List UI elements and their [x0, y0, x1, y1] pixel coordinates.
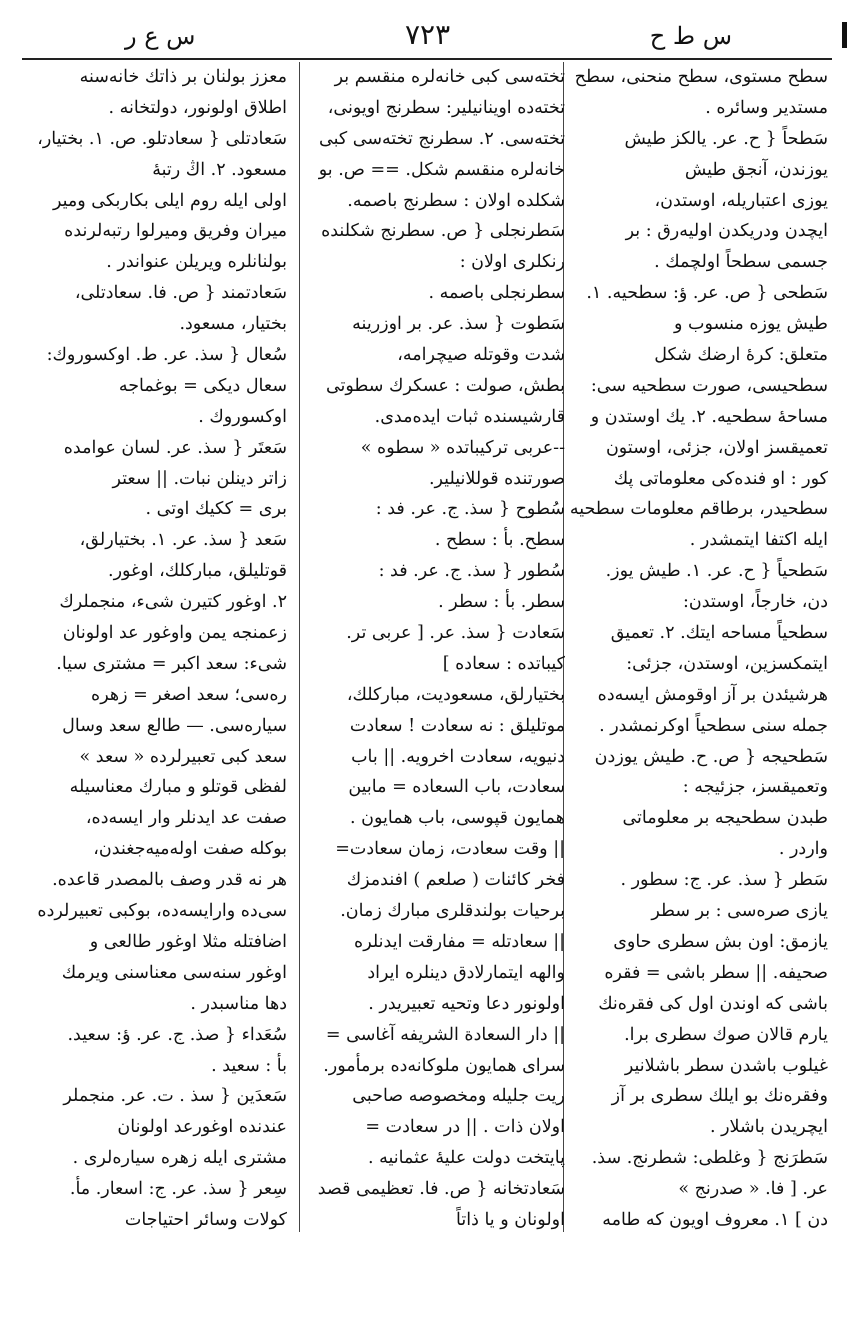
text-column-middle [303, 62, 565, 1242]
text-column-left [25, 62, 287, 1242]
dictionary-line: سُطور { سذ. ج. عر. فد : [378, 561, 565, 582]
dictionary-line: تخته‌سی کبی خانه‌لره منقسم بر [334, 67, 565, 87]
dictionary-line: سَطرَنج { وغلطی: شطرنج. سذ. [591, 1148, 828, 1169]
dictionary-line: مسعود. ٢. اڭ رتبهٔ [152, 159, 287, 180]
dictionary-line: برحیات بولندقلری مبارك زمان. [340, 901, 565, 922]
dictionary-line: اوکسوروك . [198, 406, 287, 427]
dictionary-line: اضافتله مثلا اوغور طالعی و [89, 931, 287, 952]
dictionary-line: معزز بولنان بر ذاتك خانه‌سنه [79, 67, 287, 87]
dictionary-line: سطر. بأ : سطر . [438, 592, 565, 613]
dictionary-line: اولونان و یا ذاتاً [456, 1209, 565, 1230]
dictionary-line: طبدن سطحیجه بر معلوماتی [622, 808, 828, 829]
dictionary-line: صحیفه. || سطر باشی = فقره [604, 962, 828, 983]
dictionary-line: لفظی قوتلو و مبارك معناسیله [69, 777, 287, 798]
dictionary-line: سُعال { سذ. عر. ط. اوکسوروك: [46, 345, 287, 366]
dictionary-line: سَطحاً { ح. عر. یالکز طیش [624, 128, 828, 149]
dictionary-line: مستدیر وسائره . [705, 97, 828, 118]
dictionary-line: سرای همایون ملوکانه‌ده برمأمور. [323, 1055, 565, 1076]
dictionary-line: جمله سنی سطحیاً اوکرنمشدر . [599, 715, 828, 736]
dictionary-line: قوتلیلق، مبارکلك، اوغور. [108, 561, 287, 582]
column-divider [299, 62, 300, 1232]
dictionary-line: میران وفریق ومیرلوا رتبه‌لرنده [64, 221, 287, 242]
dictionary-line: موتلیلق : نه سعادت ! سعادت [349, 715, 565, 736]
dictionary-line: اولی ایله روم ایلی بکاربکی ومیر [52, 190, 287, 211]
dictionary-line: شیء: سعد اکبر = مشتری سیا. [56, 653, 287, 674]
dictionary-line: سَطوت { سذ. عر. بر اوزرینه [352, 314, 565, 335]
dictionary-line: سعد کبی تعبیرلرده « سعد » [79, 746, 287, 767]
dictionary-line: بری = ککیك اوتی . [145, 499, 287, 520]
dictionary-line: طیش یوزه منسوب و [674, 314, 828, 335]
header-right-letters: س ط ح [649, 22, 732, 50]
dictionary-line: تخته‌سی. ٢. سطرنج تخته‌سی کبی [319, 128, 565, 149]
dictionary-line: ٢. اوغور کتیرن شیء، منجملرك [59, 592, 287, 613]
dictionary-line: بختیارلق، مسعودیت، مبارکلك، [346, 684, 565, 705]
dictionary-line: دها مناسبدر . [190, 993, 287, 1014]
dictionary-line: سُعَداء { صذ. ج. عر. ؤ: سعید. [67, 1024, 287, 1045]
dictionary-line: سعال دیکی = بوغماجه [118, 375, 287, 396]
dictionary-line: پایتخت دولت علیهٔ عثمانیه . [367, 1148, 565, 1169]
dictionary-line: عر. [ فا. « صدرنج » [678, 1179, 828, 1200]
dictionary-line: ریت جلیله ومخصوصه صاحبی [352, 1086, 565, 1107]
dictionary-line: || سعادتله = مفارقت ایدنلره [354, 931, 565, 952]
dictionary-line: کولات وسائر احتیاجات [124, 1209, 287, 1230]
dictionary-line: وتعمیقسز، جزئیجه : [682, 777, 828, 798]
dictionary-line: سَعادتلی { سعادتلو. ص. ١. بختیار، [37, 128, 287, 149]
dictionary-line: واردر . [778, 839, 828, 860]
dictionary-line: همایون قپوسی، باب همایون . [350, 808, 565, 829]
dictionary-line: زعمنجه یمن واوغور عد اولونان [62, 623, 287, 644]
dictionary-line: تعمیقسز اولان، جزئی، اوستون [605, 437, 828, 458]
dictionary-line: مشتری ایله زهره سیاره‌لری . [72, 1148, 287, 1169]
dictionary-line: عندنده اوغورعد اولونان [117, 1117, 287, 1138]
page-header [20, 18, 830, 58]
dictionary-line: سَعتَر { سذ. عر. لسان عوامده [63, 437, 287, 458]
dictionary-line: دن ] ١. معروف اویون که طامه [602, 1209, 828, 1230]
dictionary-line: سطحیسی، صورت سطحیه سی: [590, 375, 828, 396]
dictionary-line: یوزندن، آنجق طیش [684, 159, 828, 180]
dictionary-line: دن، خارجاً، اوستدن: [682, 592, 828, 613]
dictionary-line: سَعدَین { سذ . ت. عر. منجملر [63, 1086, 287, 1107]
text-column-right [566, 62, 828, 1242]
dictionary-line: سطح مستوی، سطح منحنی، سطح [574, 67, 828, 87]
dictionary-line: || دار السعادة الشریفه آغاسی = [325, 1024, 565, 1045]
dictionary-line: وفقره‌نك بو ایلك سطری بر آز [611, 1086, 828, 1107]
dictionary-line: بختیار، مسعود. [179, 314, 287, 335]
dictionary-line: سی‌ده وارایسه‌ده، بوکبی تعبیرلرده [37, 901, 287, 922]
dictionary-line: ایچدن ودریکدن اولیه‌رق : بر [625, 221, 828, 242]
dictionary-line: دنیویه، سعادت اخرویه. || باب [351, 746, 565, 767]
dictionary-line: یازی صره‌سی : بر سطر [651, 901, 828, 922]
dictionary-line: اولونور دعا وتحیه تعبیریدر . [368, 993, 565, 1014]
thumb-index-mark [842, 22, 847, 48]
dictionary-line: سطحیدر، برطاقم معلومات سطحیه [569, 499, 828, 520]
dictionary-line: سَطحیاً { ح. عر. ١. طیش یوز. [605, 561, 828, 582]
dictionary-line: سَطرنجلی { ص. سطرنج شکلنده [321, 221, 565, 242]
dictionary-line: بوکله صفت اوله‌میه‌جغندن، [93, 839, 287, 860]
dictionary-line: سَطحی { ص. عر. ؤ: سطحیه. ١. [586, 283, 828, 304]
dictionary-line: شدت وقوتله صیچرامه، [397, 345, 565, 366]
dictionary-line: سطح. بأ : سطح . [434, 530, 565, 551]
dictionary-line: اوغور سنه‌سی معناسنی ویرمك [61, 962, 287, 983]
dictionary-line: والهه ایتمارلادق دینلره ایراد [367, 962, 565, 983]
dictionary-line: تخته‌ده اوینانیلیر: سطرنج اویونی، [327, 97, 565, 118]
dictionary-line: ره‌سی؛ سعد اصغر = زهره [91, 684, 287, 705]
dictionary-line: مساحهٔ سطحیه. ٢. یك اوستدن و [590, 406, 828, 427]
dictionary-line: سِعر { سذ. عر. ج: اسعار. مأ. [69, 1179, 287, 1200]
dictionary-line: سَطر { سذ. عر. ج: سطور . [620, 870, 828, 891]
dictionary-line: --عربی ترکیباتده « سطوه » [360, 437, 565, 458]
dictionary-line: بولنانلره ویریلن عنواندر . [106, 252, 287, 273]
dictionary-line: سَعادتخانه { ص. فا. تعظیمی قصد [317, 1179, 565, 1200]
dictionary-line: ایچریدن باشلار . [709, 1117, 828, 1138]
dictionary-line: سَطحیجه { ص. ح. طیش یوزدن [594, 746, 828, 767]
dictionary-line: سَعد { سذ. عر. ١. بختیارلق، [79, 530, 287, 551]
dictionary-line: خانه‌لره منقسم شکل. == ص. بو [318, 159, 565, 180]
dictionary-line: سُطوح { سذ. ج. عر. فد : [375, 499, 565, 520]
dictionary-line: یازمق: اون بش سطری حاوی [613, 931, 828, 952]
dictionary-line: رنکلری اولان : [459, 252, 565, 273]
dictionary-line: یارم قالان صوك سطری برا. [624, 1024, 828, 1045]
dictionary-line: قارشیسنده ثبات ایده‌مدی. [374, 406, 565, 427]
dictionary-line: سَعادتمند { ص. فا. سعادتلی، [74, 283, 287, 304]
dictionary-line: بأ : سعید . [211, 1055, 287, 1076]
dictionary-line: یوزی اعتباریله، اوستدن، [654, 190, 828, 211]
dictionary-line: اطلاق اولونور، دولتخانه . [108, 97, 287, 118]
dictionary-line: متعلق: کرهٔ ارضك شکل [654, 345, 828, 366]
dictionary-line: کور : او فنده‌کی معلوماتی پك [613, 468, 828, 489]
dictionary-line: صفت عد ایدنلر وار ایسه‌ده، [85, 808, 287, 829]
dictionary-line: سیاره‌سی. — طالع سعد وسال [62, 715, 287, 736]
dictionary-line: اولان ذات . || در سعادت = [365, 1117, 565, 1138]
dictionary-line: ایتمکسزین، اوستدن، جزئی: [626, 653, 828, 674]
dictionary-line: سطرنجلی باصمه . [428, 283, 565, 304]
dictionary-line: هرشیئدن بر آز اوقومش ایسه‌ده [597, 684, 828, 705]
dictionary-line: زاتر دینلن نبات. || سعتر [112, 468, 287, 489]
dictionary-line: ایله اکتفا ایتمشدر . [689, 530, 828, 551]
dictionary-line: فخر کائنات ( صلعم ) افندمزك [346, 870, 565, 891]
dictionary-line: بطش، صولت : عسکرك سطوتی [325, 375, 565, 396]
dictionary-line: هر نه قدر وصف بالمصدر قاعده. [52, 870, 287, 891]
header-rule [22, 58, 832, 60]
dictionary-line: باشی که اوندن اول کی فقره‌نك [598, 993, 828, 1014]
dictionary-line: سعادت، باب السعاده = مابین [348, 777, 565, 798]
dictionary-line: شکلده اولان : سطرنج باصمه. [347, 190, 565, 211]
header-left-letters: س ع ر [125, 22, 196, 50]
dictionary-line: صورتنده قوللانیلیر. [428, 468, 565, 489]
dictionary-line: سَعادت { سذ. عر. [ عربی تر. [346, 623, 565, 644]
dictionary-line: جسمی سطحاً اولچمك . [654, 252, 828, 273]
dictionary-line: || وقت سعادت، زمان سعادت= [335, 839, 565, 860]
dictionary-line: غیلوب باشدن سطر باشلانیر [624, 1055, 828, 1076]
dictionary-line: کیباتده : سعاده ] [442, 653, 565, 674]
dictionary-line: سطحیاً مساحه ایتك. ٢. تعمیق [610, 623, 828, 644]
page-number: ٧٢٣ [405, 18, 451, 51]
